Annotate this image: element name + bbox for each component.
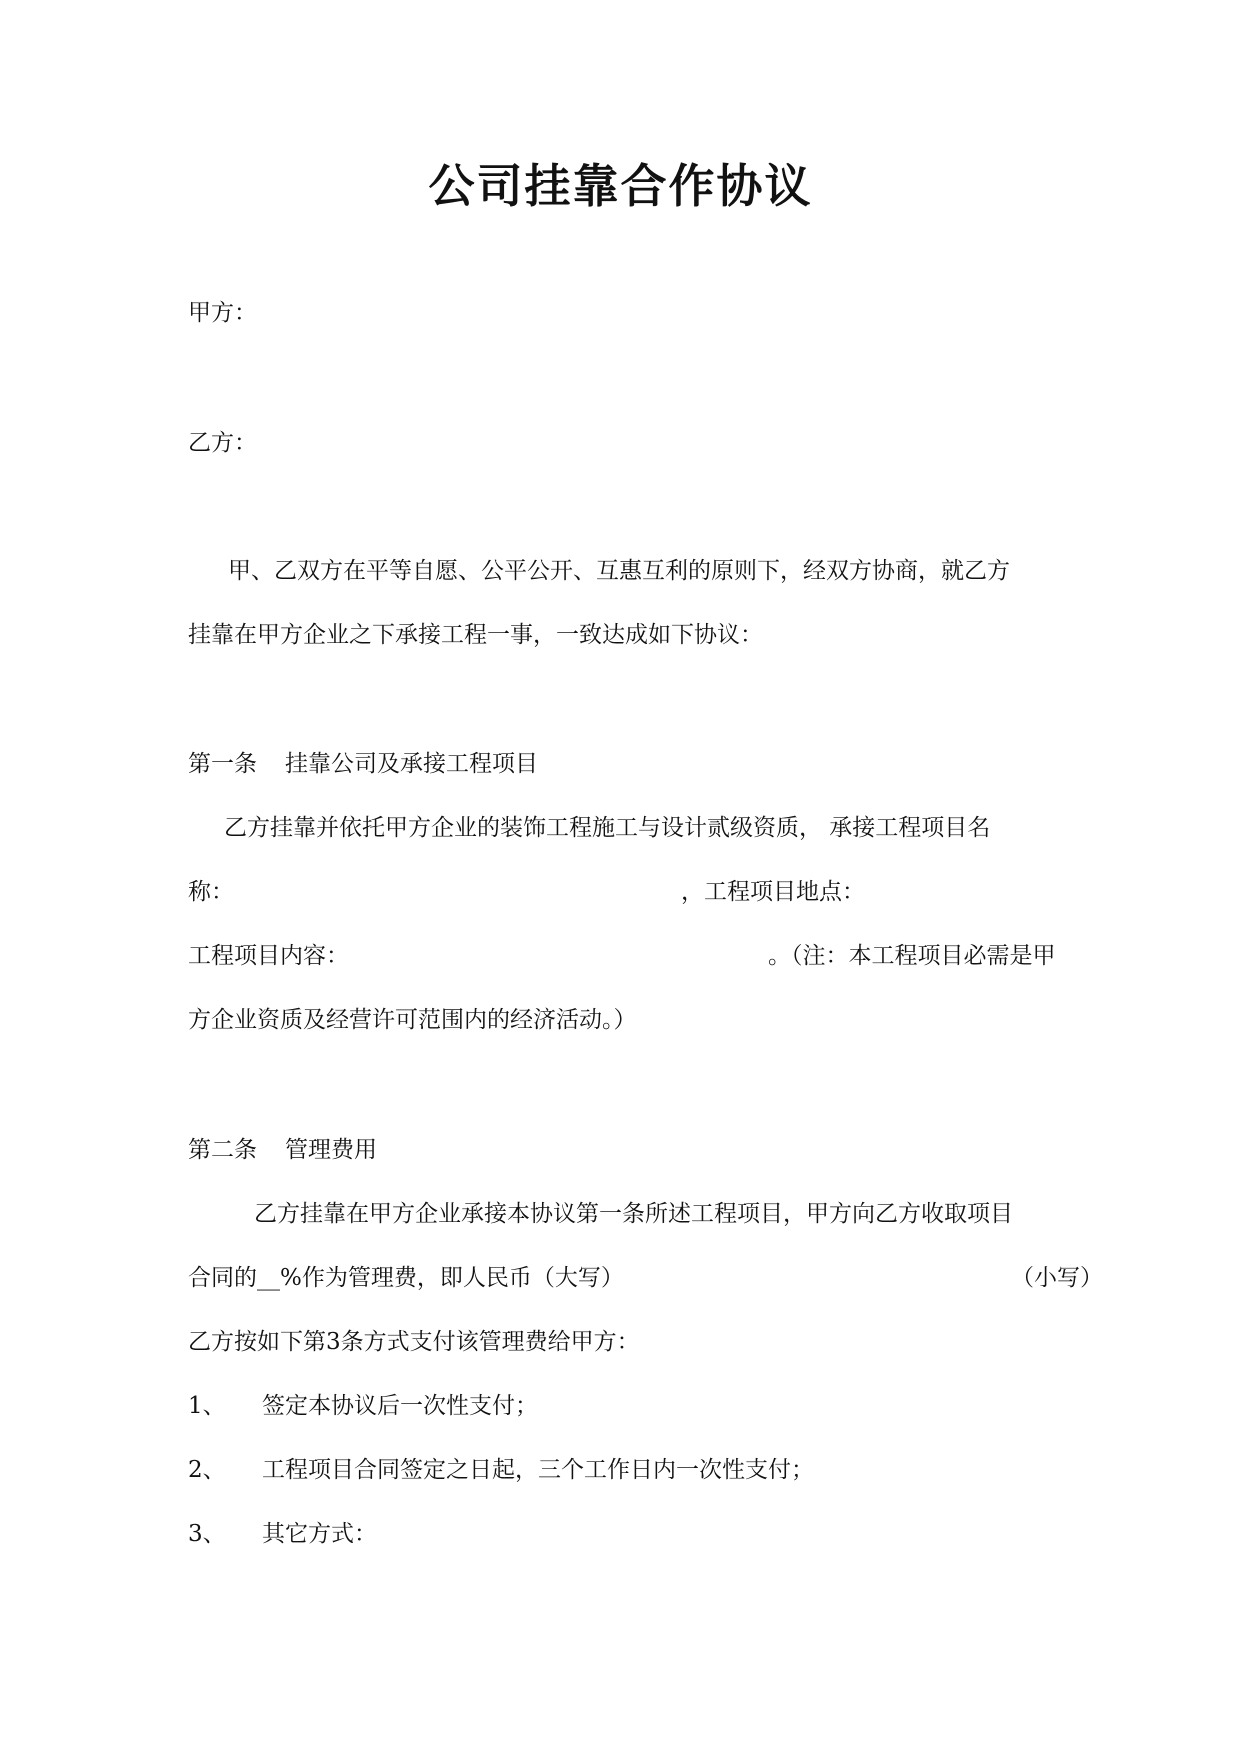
article-2-line-3: 乙方按如下第3条方式支付该管理费给甲方： [188,1329,640,1355]
article-2-line-2-left: 合同的__%作为管理费，即人民币（大写） [188,1265,624,1291]
intro-line-2: 挂靠在甲方企业之下承接工程一事，一致达成如下协议： [188,622,763,648]
article-2-number: 第二条 [188,1137,257,1163]
article-2-line-1: 乙方挂靠在甲方企业承接本协议第一条所述工程项目，甲方向乙方收取项目 [254,1201,1013,1227]
article-1-heading [188,749,538,779]
article-2-line-2-right: （小写） [1011,1265,1103,1291]
intro-line-1: 甲、乙双方在平等自愿、公平公开、互惠互利的原则下，经双方协商，就乙方 [228,558,1010,584]
list-item [188,1455,814,1485]
article-2-title: 管理费用 [285,1137,377,1163]
list-item [188,1391,538,1421]
list-item-number: 1、 [188,1393,226,1419]
article-1-line-1: 乙方挂靠并依托甲方企业的装饰工程施工与设计贰级资质， 承接工程项目名 [224,815,991,841]
party-a-label: 甲方： [188,300,257,326]
list-item-number: 2、 [188,1457,226,1483]
article-1-number: 第一条 [188,751,257,777]
list-item-text: 签定本协议后一次性支付； [262,1393,538,1419]
article-1-line-4: 方企业资质及经营许可范围内的经济活动。） [188,1007,637,1033]
list-item [188,1519,377,1549]
party-b-label: 乙方： [188,430,257,456]
list-item-number: 3、 [188,1521,226,1547]
article-1-title: 挂靠公司及承接工程项目 [285,751,538,777]
article-1-line-2-left: 称： [188,879,234,905]
document-title: 公司挂靠合作协议 [428,159,813,213]
article-1-line-3-right: 。（注：本工程项目必需是甲 [768,943,1056,969]
article-1-line-2-right: ，工程项目地点： [681,879,865,905]
list-item-text: 工程项目合同签定之日起，三个工作日内一次性支付； [262,1457,814,1483]
list-item-text: 其它方式： [262,1521,377,1547]
article-2-heading [188,1135,377,1165]
article-1-line-3-left: 工程项目内容： [188,943,349,969]
